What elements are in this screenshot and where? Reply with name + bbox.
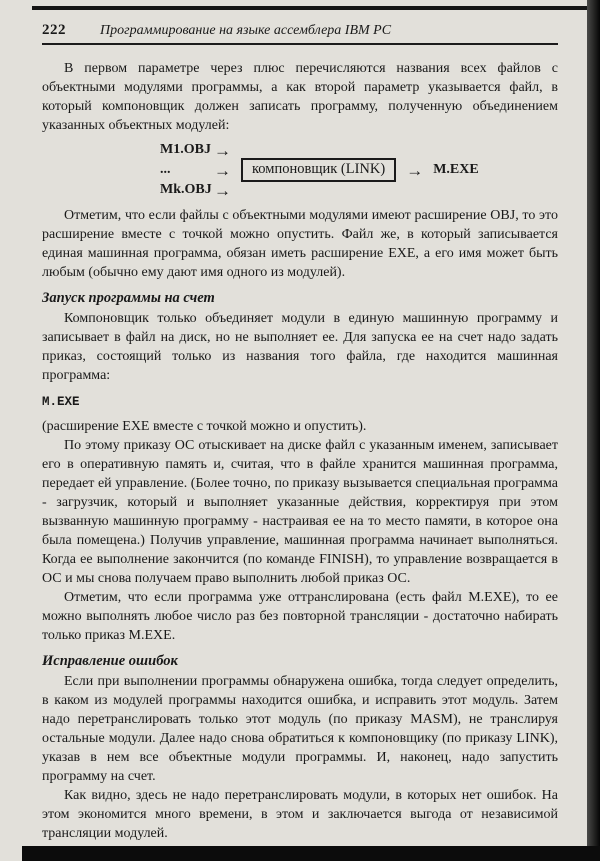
paragraph-after-diagram: Отметим, что если файлы с объектными модулями имеют расширение OBJ, то это расширение вместе с точкой можно опустить. Файл же, в который записывается единая машинная программа, обязан иметь расширение EXE, а его имя может быть любым (обычно ему дают имя одного из модулей).	[42, 208, 558, 280]
scan-edge-right	[587, 0, 600, 861]
diagram-input-row	[160, 140, 231, 160]
arrow-right-icon: →	[214, 160, 231, 180]
paragraph-intro: В первом параметре через плюс перечисляются названия всех файлов с объектными модулями программы, а как второй параметр указывается файл, в который компоновщик должен записать программу, полученную объединением указанных объектных модулей:	[42, 61, 558, 133]
linker-diagram	[160, 140, 558, 200]
code-command: M.EXE	[42, 395, 80, 409]
diagram-input-label: Mk.OBJ	[160, 182, 212, 197]
diagram-input-row	[160, 180, 231, 200]
scan-edge-bottom	[22, 846, 600, 861]
paragraph: Если при выполнении программы обнаружена ошибка, тогда следует определить, в каком из модулей программы находится ошибка, и исправить этот модуль. Затем надо перетранслировать только этот модуль (по приказу MASM), не транслируя остальные модули. Далее надо снова обратиться к компоновщику (по приказу LINK), указав в нем все объектные модули программы. И, наконец, надо запустить программу на счет.	[42, 674, 558, 784]
diagram-inputs	[160, 140, 231, 200]
diagram-input-row	[160, 160, 231, 180]
scan-edge-top	[32, 6, 600, 10]
linker-box: компоновщик (LINK)	[241, 158, 396, 182]
arrow-right-icon: →	[406, 160, 424, 180]
paragraph: Как видно, здесь не надо перетранслировать модули, в которых нет ошибок. На этом экономится много времени, в этом и заключается выгода от независимой трансляции модулей.	[42, 788, 558, 841]
diagram-output-label: M.EXE	[433, 162, 479, 177]
diagram-input-label: M1.OBJ	[160, 142, 211, 157]
section-heading-errors: Исправление ошибок	[42, 653, 178, 669]
paragraph: (расширение EXE вместе с точкой можно и опустить).	[42, 419, 367, 434]
running-title: Программирование на языке ассемблера IBM PC	[100, 23, 392, 38]
header-rule	[42, 43, 558, 45]
arrow-right-icon: →	[214, 140, 231, 160]
page-content	[42, 22, 558, 843]
diagram-input-label: ...	[160, 162, 171, 177]
page-number: 222	[42, 22, 66, 38]
page-header	[42, 22, 558, 39]
paragraph: По этому приказу ОС отыскивает на диске файл с указанным именем, записывает его в оперативную память и, считая, что в файле хранится машинная программа, передает ей управление. (Более точно, по приказу вызывается специальная программа - загрузчик, который и выполняет указанные действия, корректируя при этом вызванную машинную программу - настраивая ее на то место памяти, в которое она была помещена.) Получив управление, машинная программа начинает выполняться. Когда ее выполнение закончится (по команде FINISH), то управление возвращается в ОС и мы снова получаем право выполнить любой приказ ОС.	[42, 438, 558, 586]
arrow-right-icon: →	[214, 180, 231, 200]
paragraph: Компоновщик только объединяет модули в единую машинную программу и записывает в файл на диск, но не выполняет ее. Для запуска ее на счет надо задать приказ, состоящий только из названия того файла, где находится машинная программа:	[42, 311, 558, 383]
section-heading-run: Запуск программы на счет	[42, 290, 215, 306]
paragraph: Отметим, что если программа уже оттранслирована (есть файл M.EXE), то ее можно выполнять любое число раз без повторной трансляции - достаточно набирать только приказ M.EXE.	[42, 590, 558, 643]
